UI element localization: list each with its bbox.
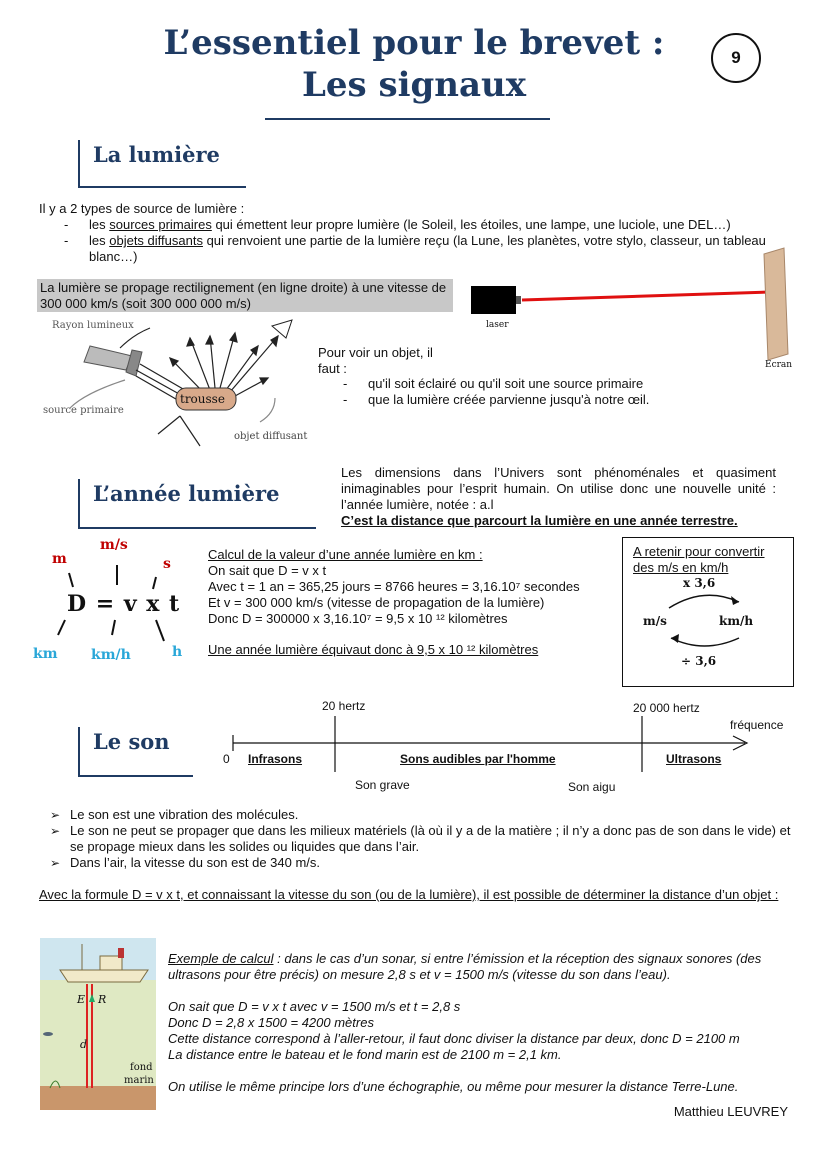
section-bracket-horizontal (78, 775, 193, 777)
term-objets-diffusants: objets diffusants (109, 233, 203, 248)
title-line-1: L’essentiel pour le brevet : (163, 23, 665, 63)
section-bracket-vertical (78, 140, 80, 188)
flashlight-icon (84, 346, 142, 376)
ultrasons-label: Ultrasons (666, 752, 722, 766)
son-properties-list (40, 807, 795, 871)
list-item: ➢ Le son est une vibration des molécules. (40, 807, 795, 823)
son-aigu-label: Son aigu (568, 780, 616, 794)
conv-multiply: x 3,6 (683, 576, 716, 590)
freq-zero-label: 0 (223, 752, 230, 766)
unit-m-label: m (52, 551, 67, 567)
calc-line: Donc D = 2,8 x 1500 = 4200 mètres (168, 1015, 374, 1030)
calc-line: Et v = 300 000 km/s (vitesse de propagation de la lumière) (208, 595, 545, 610)
laser-label: laser (486, 320, 509, 330)
img-marin-label: marin (124, 1075, 154, 1086)
fig-trousse-label: trousse (180, 392, 225, 406)
section-heading-son: Le son (93, 729, 170, 754)
sonar-example: Exemple de calcul : dans le cas d’un sonar, si entre l’émission et la réception des signaux sonores (des ultrasons pour être précis) on mesure 2,8 s et v = 1500 m/s (vitesse du son dans l’eau). (168, 951, 762, 982)
annee-calculation (208, 547, 618, 627)
diffusion-figure (40, 318, 310, 448)
laser-beam (522, 292, 771, 300)
infrasons-label: Infrasons (248, 752, 303, 766)
calc-line: On sait que D = v x t (208, 563, 327, 578)
unit-km-label: km (33, 646, 58, 662)
annee-description: Les dimensions dans l’Univers sont phénoménales et quasiment inimaginables pour l’esprit humain. On utilise donc une nouvelle unité : l’année lumière, notée : a.l (341, 465, 776, 512)
conversion-box (622, 537, 794, 687)
voir-intro: Pour voir un objet, il faut : (318, 345, 433, 376)
conv-ms: m/s (643, 614, 667, 628)
author-credit: Matthieu LEUVREY (673, 1104, 788, 1119)
calc-line: La distance entre le bateau et le fond marin est de 2100 m = 2,1 km. (168, 1047, 562, 1062)
list-item: ➢ Le son ne peut se propager que dans les milieux matériels (là où il y a de la matière ; il n’y a donc pas de son dans le vide) et se propage mieux dans les solides ou liquides que dans l’air. (40, 823, 795, 855)
son-grave-label: Son grave (355, 778, 410, 792)
title-line-2: Les signaux (301, 65, 527, 105)
conv-divide: ÷ 3,6 (681, 654, 717, 668)
audibles-label: Sons audibles par l'homme (400, 752, 556, 766)
img-r-label: R (98, 993, 107, 1006)
freq-20000hz-label: 20 000 hertz (633, 701, 700, 715)
formula-note: Avec la formule D = v x t, et connaissant la vitesse du son (ou de la lumière), il est possible de déterminer la distance d’un objet : (39, 887, 779, 902)
img-fond-label: fond (130, 1062, 153, 1073)
annee-definition: C’est la distance que parcourt la lumière en une année terrestre. (341, 513, 738, 528)
section-heading-annee-lumiere: L’année lumière (93, 481, 280, 506)
term-sources-primaires: sources primaires (109, 217, 212, 232)
conv-title-2: des m/s en km/h (633, 560, 729, 575)
conv-title-1: A retenir pour convertir (633, 544, 765, 559)
section-heading-lumiere: La lumière (93, 142, 220, 167)
freq-20hz-label: 20 hertz (322, 699, 366, 713)
fig-source-label: source primaire (43, 405, 124, 416)
list-item: ➢ Dans l’air, la vitesse du son est de 340 m/s. (40, 855, 795, 871)
calc-line: Cette distance correspond à l’aller-retour, il faut donc diviser la distance par deux, donc D = 2100 m (168, 1031, 740, 1046)
sonar-conclusion: On utilise le même principe lors d’une échographie, ou même pour mesurer la distance Terre-Lune. (168, 1079, 739, 1094)
calc-title: Calcul de la valeur d’une année lumière en km : (208, 547, 483, 562)
list-item: - qu'il soit éclairé ou qu'il soit une source primaire (318, 376, 738, 392)
section-bracket-vertical (78, 479, 80, 529)
lumiere-intro: Il y a 2 types de source de lumière : (39, 201, 245, 216)
list-item: - les objets diffusants qui renvoient une partie de la lumière reçu (la Lune, les planètes, votre stylo, classeur, un tableau blanc…) (39, 233, 799, 265)
title-underline (265, 118, 550, 120)
section-bracket-horizontal (78, 527, 316, 529)
img-d-label: d (80, 1038, 88, 1051)
laser-figure (466, 244, 796, 372)
fish-icon (43, 1032, 53, 1036)
section-bracket-horizontal (78, 186, 246, 188)
calc-line: Donc D = 300000 x 3,16.10⁷ = 9,5 x 10 ¹² kilomètres (208, 611, 508, 626)
calc-line: On sait que D = v x t avec v = 1500 m/s et t = 2,8 s (168, 999, 461, 1014)
img-e-label: E (77, 993, 86, 1006)
page-title (0, 22, 828, 106)
calc-line: Avec t = 1 an = 365,25 jours = 8766 heures = 3,16.10⁷ secondes (208, 579, 580, 594)
unit-ms-label: m/s (100, 537, 128, 553)
freq-axis-label: fréquence (730, 718, 784, 732)
propagation-highlight: La lumière se propage rectilignement (en ligne droite) à une vitesse de 300 000 km/s (soit 300 000 000 m/s) (37, 279, 453, 312)
calc-result: Une année lumière équivaut donc à 9,5 x 10 ¹² kilomètres (208, 642, 539, 657)
page-number-badge: 9 (711, 33, 761, 83)
fig-objet-label: objet diffusant (234, 431, 308, 442)
section-bracket-vertical (78, 727, 80, 777)
formula-dvt: D = v x t (67, 591, 181, 617)
screen-label: Ecran (765, 360, 793, 370)
list-item: - les sources primaires qui émettent leur propre lumière (le Soleil, les étoiles, une lampe, une luciole, une DEL…) (39, 217, 799, 233)
list-item: - que la lumière créée parvienne jusqu'à notre œil. (318, 392, 738, 408)
fig-rayon-label: Rayon lumineux (52, 320, 134, 331)
unit-h-label: h (172, 644, 183, 660)
unit-kmh-label: km/h (91, 647, 131, 663)
eye-icon (272, 320, 292, 338)
voir-conditions-list (318, 376, 738, 408)
screen (764, 248, 788, 360)
sonar-calculation (168, 999, 793, 1063)
laser-device (471, 286, 516, 314)
unit-s-label: s (163, 556, 171, 572)
conv-kmh: km/h (719, 614, 754, 628)
example-label: Exemple de calcul (168, 951, 274, 966)
